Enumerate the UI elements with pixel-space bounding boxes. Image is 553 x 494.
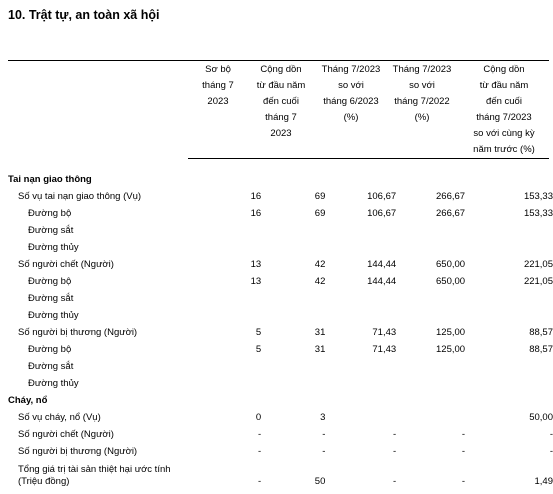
- cell-value: 5: [255, 327, 262, 338]
- table-row: [8, 426, 553, 443]
- table-row: [8, 205, 553, 222]
- table-row: [8, 375, 553, 392]
- cell-value: 5: [255, 344, 262, 355]
- col-header-jul-vs-jun: Tháng 7/2023 so với tháng 6/2023 (%): [321, 64, 381, 123]
- table-row: [8, 273, 553, 290]
- row-label: Đường sắt: [28, 225, 74, 236]
- cell-value: 125,00: [436, 327, 466, 338]
- col-header-jul-vs-jul-prev: Tháng 7/2023 so với tháng 7/2022 (%): [392, 64, 452, 123]
- table-row: [8, 307, 553, 324]
- table-top-rule: [8, 60, 549, 61]
- cell-value: [325, 307, 396, 324]
- cell-value: 88,57: [529, 327, 553, 338]
- cell-value: [465, 290, 553, 307]
- cell-value: -: [461, 429, 466, 440]
- row-label: Đường bộ: [28, 208, 72, 219]
- row-label: Tổng giá trị tài sản thiệt hại ước tính (Triệu đồng): [18, 464, 171, 487]
- row-label: Đường thủy: [28, 378, 79, 389]
- table-row: [8, 239, 553, 256]
- cell-value: 106,67: [367, 191, 397, 202]
- col-header-cumulative-jul-2023: Cộng dồn từ đầu năm đến cuối tháng 7 2023: [256, 64, 306, 139]
- cell-value: 69: [314, 191, 326, 202]
- row-label: Đường bộ: [28, 344, 72, 355]
- row-label: Đường thủy: [28, 242, 79, 253]
- row-label: Đường sắt: [28, 361, 74, 372]
- cell-value: [205, 290, 262, 307]
- row-label: Số vụ cháy, nổ (Vụ): [18, 412, 101, 423]
- cell-value: [396, 171, 465, 188]
- cell-value: 221,05: [523, 276, 553, 287]
- table-row: [8, 341, 553, 358]
- cell-value: 69: [314, 208, 326, 219]
- cell-value: 125,00: [436, 344, 466, 355]
- cell-value: [396, 307, 465, 324]
- cell-value: -: [393, 446, 397, 457]
- col-header-cumulative-vs-prev-year: Cộng dồn từ đầu năm đến cuối tháng 7/2023 so với cùng kỳ năm trước (%): [473, 64, 535, 155]
- cell-value: [396, 358, 465, 375]
- cell-value: 221,05: [523, 259, 553, 270]
- cell-value: [465, 375, 553, 392]
- cell-value: -: [393, 429, 397, 440]
- cell-value: -: [322, 446, 326, 457]
- table-row: [8, 358, 553, 375]
- cell-value: [325, 171, 396, 188]
- cell-value: [465, 171, 553, 188]
- cell-value: [205, 239, 262, 256]
- header-bottom-rule: [188, 158, 549, 159]
- cell-value: [396, 375, 465, 392]
- cell-value: -: [461, 476, 466, 487]
- row-label: Cháy, nổ: [8, 395, 48, 406]
- row-label: Đường bộ: [28, 276, 72, 287]
- cell-value: [261, 307, 325, 324]
- cell-value: 266,67: [436, 191, 466, 202]
- cell-value: [205, 222, 262, 239]
- page-title: 10. Trật tự, an toàn xã hội: [8, 8, 160, 22]
- row-label: Số người bị thương (Người): [18, 446, 138, 457]
- cell-value: -: [322, 429, 326, 440]
- cell-value: [396, 290, 465, 307]
- cell-value: [465, 239, 553, 256]
- table-row: [8, 171, 553, 188]
- cell-value: [325, 222, 396, 239]
- cell-value: 50: [314, 476, 326, 487]
- cell-value: 650,00: [436, 276, 466, 287]
- cell-value: [396, 222, 465, 239]
- cell-value: [465, 358, 553, 375]
- cell-value: [325, 375, 396, 392]
- cell-value: 50,00: [529, 412, 553, 423]
- cell-value: 0: [255, 412, 262, 423]
- cell-value: -: [549, 429, 553, 440]
- cell-value: 13: [250, 276, 262, 287]
- table-row: [8, 222, 553, 239]
- cell-value: [261, 375, 325, 392]
- cell-value: 144,44: [367, 276, 397, 287]
- cell-value: [325, 290, 396, 307]
- cell-value: [396, 239, 465, 256]
- cell-value: [465, 392, 553, 409]
- table-row: [8, 460, 553, 490]
- table-row: [8, 188, 553, 205]
- cell-value: [465, 222, 553, 239]
- cell-value: 31: [314, 344, 326, 355]
- cell-value: [465, 307, 553, 324]
- cell-value: [325, 358, 396, 375]
- cell-value: 650,00: [436, 259, 466, 270]
- security-table: [8, 171, 553, 490]
- table-row: [8, 443, 553, 460]
- cell-value: [205, 171, 262, 188]
- row-label: Tai nạn giao thông: [8, 174, 92, 185]
- cell-value: [205, 375, 262, 392]
- cell-value: [396, 409, 465, 426]
- cell-value: 266,67: [436, 208, 466, 219]
- table-row: [8, 392, 553, 409]
- table-row: [8, 324, 553, 341]
- cell-value: 31: [314, 327, 326, 338]
- cell-value: [261, 239, 325, 256]
- col-header-prelim-jul-2023: Sơ bộ tháng 7 2023: [202, 64, 234, 107]
- row-label: Số người chết (Người): [18, 259, 114, 270]
- cell-value: -: [258, 429, 262, 440]
- cell-value: [325, 239, 396, 256]
- cell-value: -: [258, 446, 262, 457]
- table-row: [8, 256, 553, 273]
- cell-value: 3: [320, 412, 326, 423]
- cell-value: -: [461, 446, 466, 457]
- cell-value: 71,43: [372, 327, 397, 338]
- cell-value: [261, 392, 325, 409]
- cell-value: 106,67: [367, 208, 397, 219]
- cell-value: -: [393, 476, 397, 487]
- cell-value: [261, 290, 325, 307]
- row-label: Đường sắt: [28, 293, 74, 304]
- cell-value: 16: [250, 191, 262, 202]
- cell-value: 42: [314, 276, 326, 287]
- table-row: [8, 409, 553, 426]
- cell-value: 13: [250, 259, 262, 270]
- cell-value: [325, 392, 396, 409]
- cell-value: 88,57: [529, 344, 553, 355]
- table-row: [8, 290, 553, 307]
- cell-value: [261, 171, 325, 188]
- cell-value: [396, 392, 465, 409]
- cell-value: 1,49: [534, 476, 553, 487]
- cell-value: [205, 392, 262, 409]
- cell-value: [325, 409, 396, 426]
- cell-value: 153,33: [523, 191, 553, 202]
- cell-value: -: [549, 446, 553, 457]
- row-label: Số người chết (Người): [18, 429, 114, 440]
- row-label: Đường thủy: [28, 310, 79, 321]
- cell-value: [261, 222, 325, 239]
- cell-value: 71,43: [372, 344, 397, 355]
- cell-value: 153,33: [523, 208, 553, 219]
- row-label: Số vụ tai nạn giao thông (Vụ): [18, 191, 142, 202]
- cell-value: -: [258, 476, 262, 487]
- cell-value: [205, 307, 262, 324]
- cell-value: 16: [250, 208, 262, 219]
- row-label: Số người bị thương (Người): [18, 327, 138, 338]
- cell-value: [261, 358, 325, 375]
- cell-value: 144,44: [367, 259, 397, 270]
- cell-value: 42: [314, 259, 326, 270]
- cell-value: [205, 358, 262, 375]
